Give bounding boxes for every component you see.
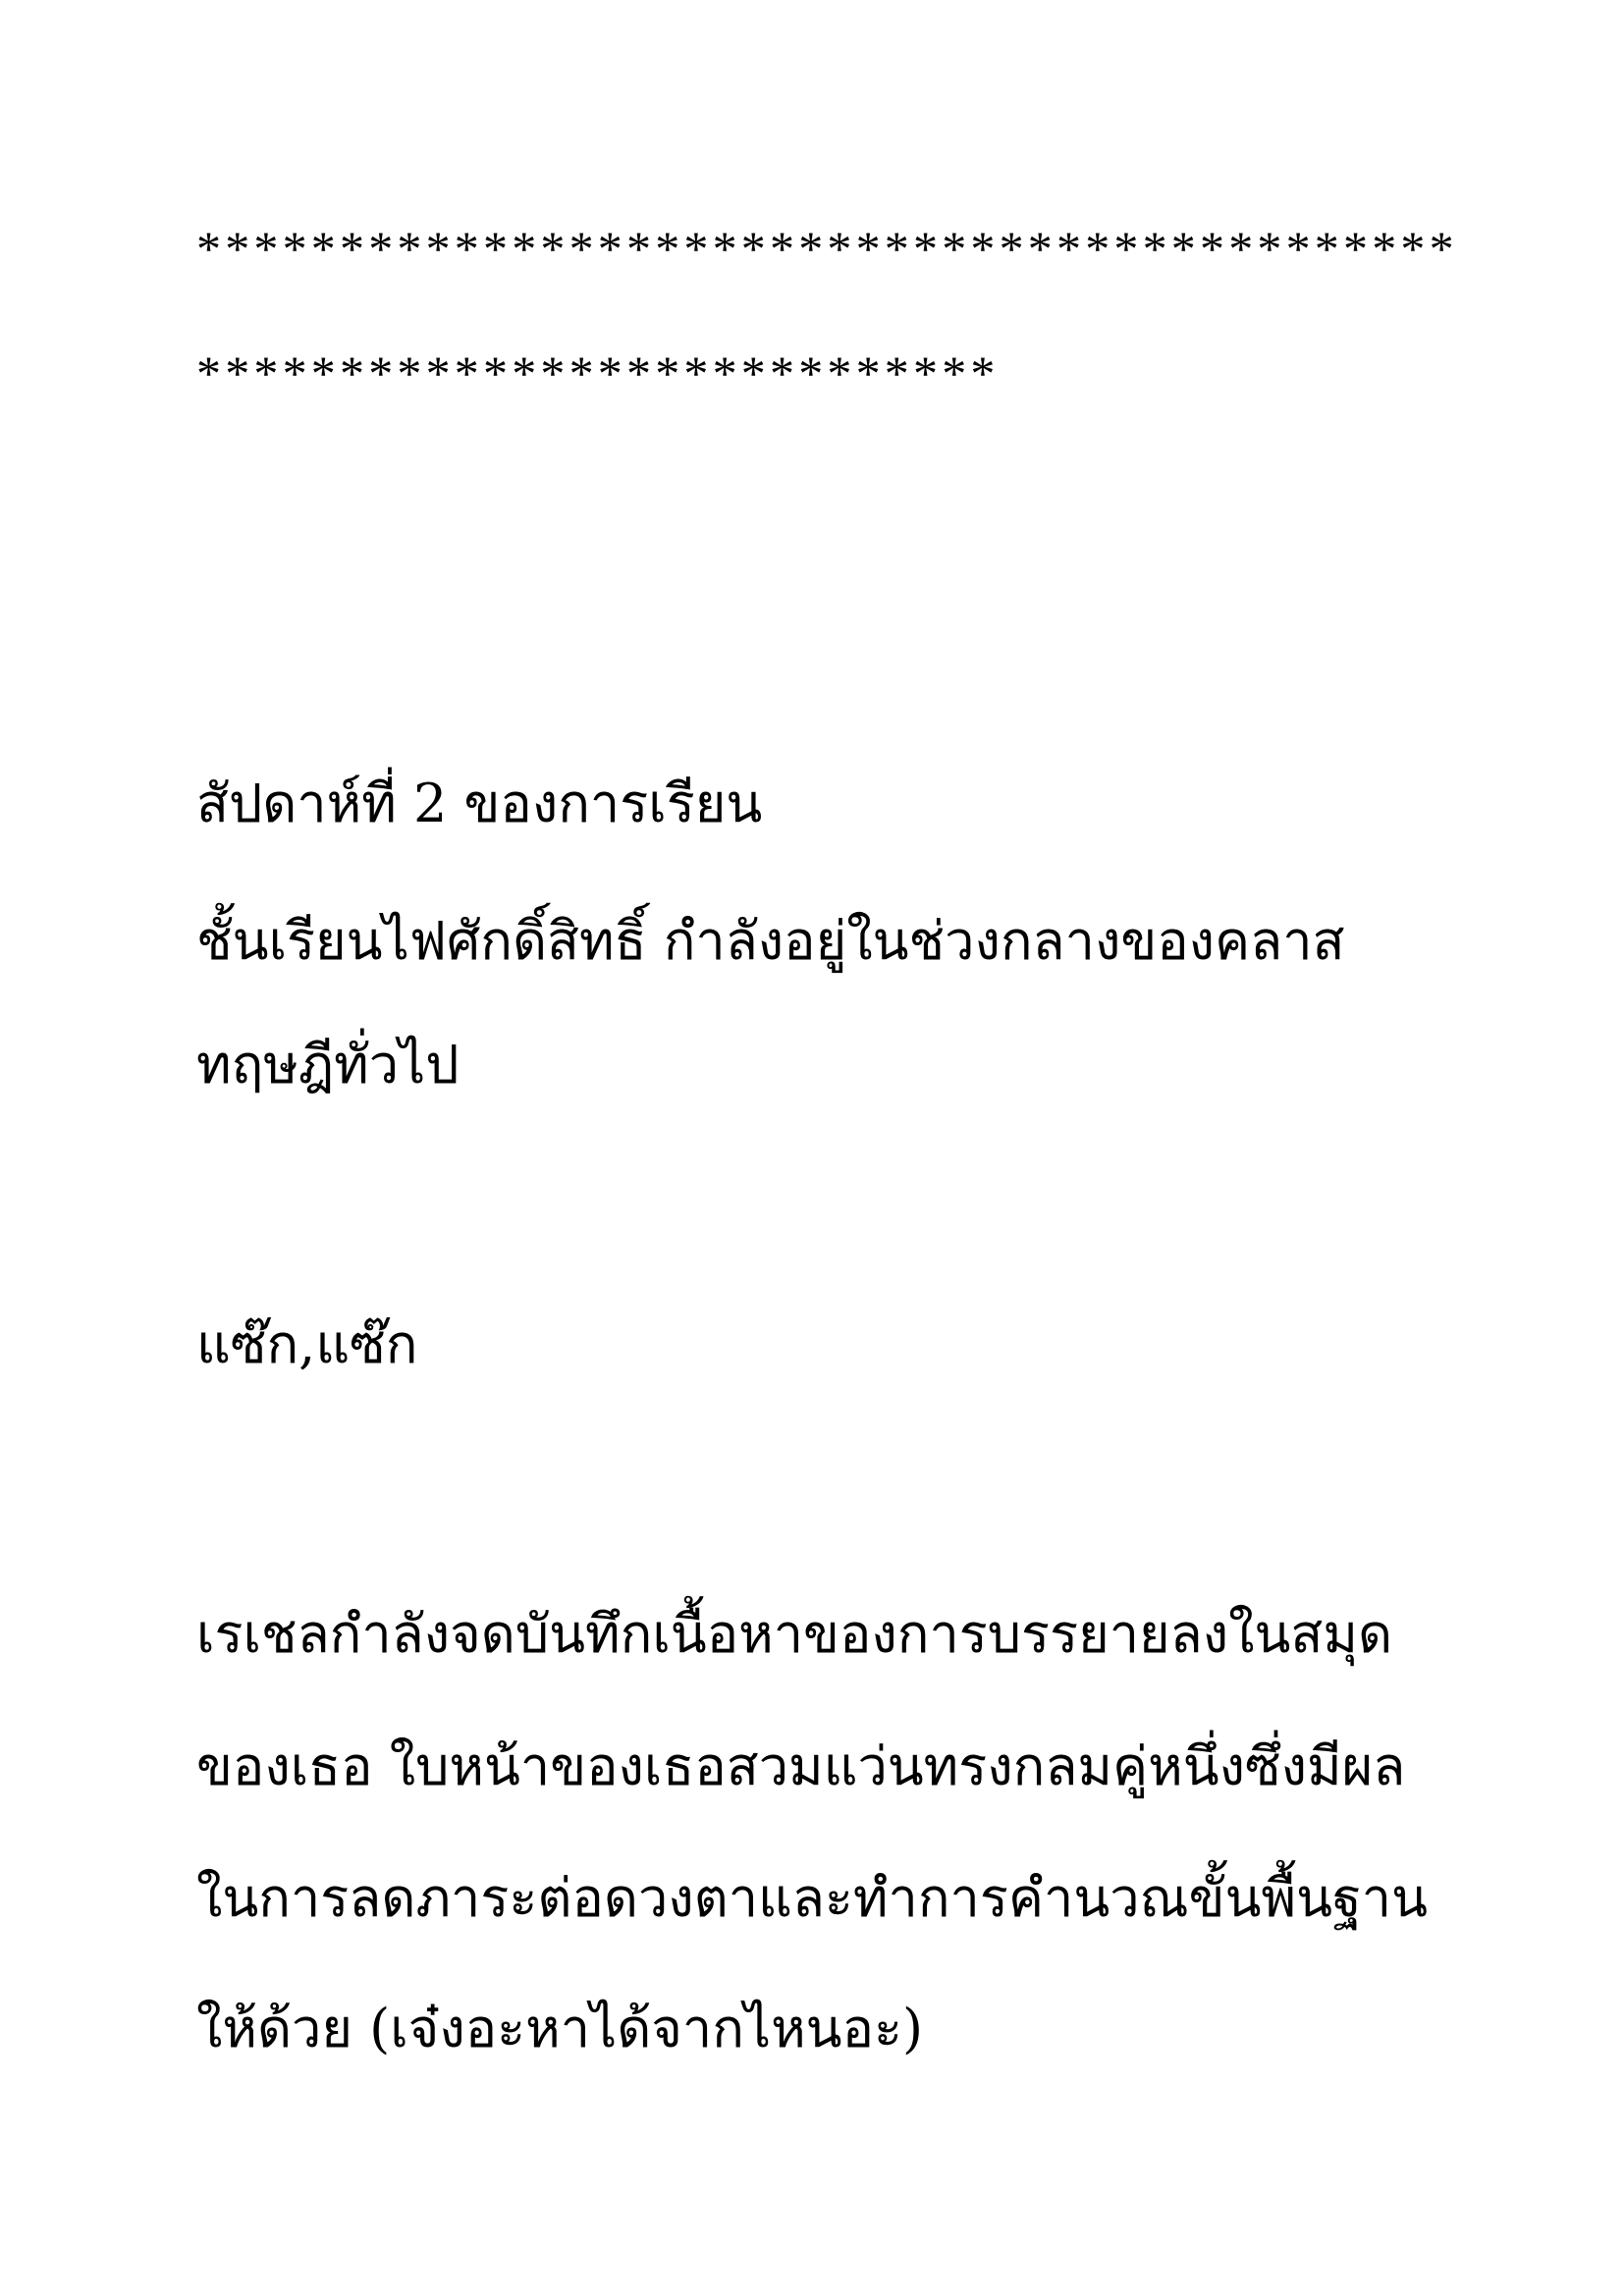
paragraph-line-1: เรเชลกำลังจดบันทึกเนื้อหาของการบรรยายลงในสมุด: [196, 1603, 1393, 1665]
separator-line-2: ****************************: [196, 346, 1000, 400]
sound-effect-text: แซ๊ก,แซ๊ก: [196, 1313, 418, 1375]
separator-line-1: ********************************************: [196, 221, 1458, 276]
setting-line-2: ทฤษฎีทั่วไป: [196, 1034, 460, 1095]
paragraph-line-4: ให้ด้วย (เจ๋งอะหาได้จากไหนอะ): [196, 1998, 924, 2059]
week-heading: สัปดาห์ที่ 2 ของการเรียน: [196, 773, 763, 834]
paragraph-line-2: ของเธอ ใบหน้าของเธอสวมแว่นทรงกลมคู่หนึ่งซึ่งมีผล: [196, 1735, 1406, 1797]
setting-line-1: ชั้นเรียนไฟศักดิ์สิทธิ์ กำลังอยู่ในช่วงกลางของคลาส: [196, 910, 1345, 972]
paragraph-line-3: ในการลดภาระต่อดวงตาและทำการคำนวณขั้นพื้นฐาน: [196, 1867, 1429, 1929]
